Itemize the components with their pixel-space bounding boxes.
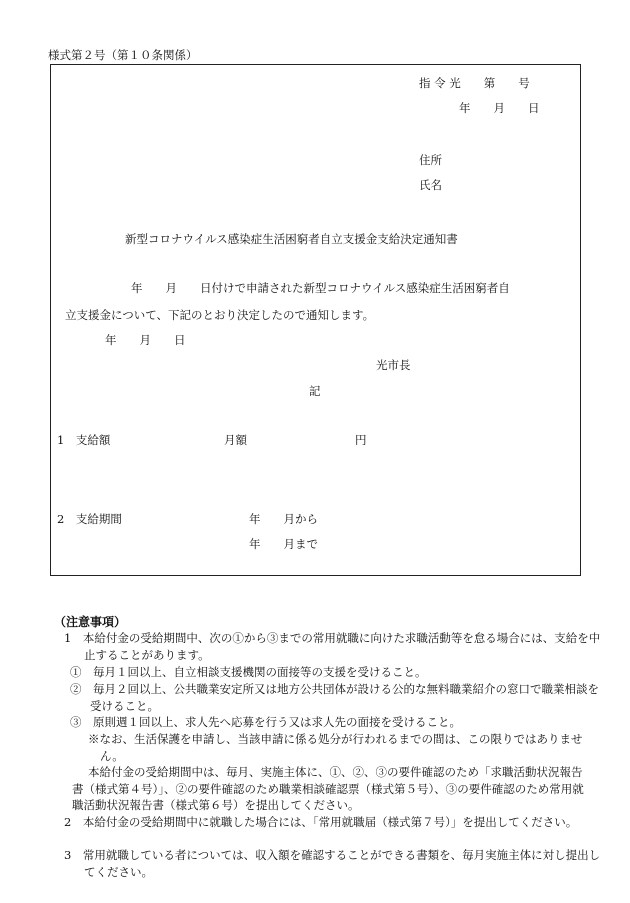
note-1b: ② 毎月２回以上、公共職業安定所又は地方公共団体が設ける公的な無料職業紹介の窓口で職業相談を受けること。	[70, 682, 599, 713]
issue-date: 年 月 日	[459, 101, 540, 115]
note-1c: ③ 原則週１回以上、求人先へ応募を行う又は求人先の面接を受けること。	[70, 715, 461, 729]
note-1: 1 本給付金の受給期間中、次の①から③までの常用就職に向けた求職活動等を怠る場合には、支給を中止することがあります。	[64, 631, 601, 662]
note-1d: ※なお、生活保護を申請し、当該申請に係る処分が行われるまでの間は、この限りではありません。	[88, 732, 583, 763]
yen-label: 円	[355, 433, 367, 447]
note-1e: 本給付金の受給期間中は、毎月、実施主体に、①、②、③の要件確認のため「求職活動状況報告書（様式第４号）」、②の要件確認のため職業相談確認票（様式第５号）、③の要件確認のため常用就職活動状況報告書（様式第６号）を提出してください。	[72, 765, 584, 812]
notes-title: （注意事項）	[54, 615, 127, 629]
body-line-2: 立支援金について、下記のとおり決定したので通知します。	[65, 308, 375, 322]
doc-number: 指 令 光 第 号	[419, 76, 530, 90]
body-date: 年 月 日	[105, 333, 186, 347]
monthly-label: 月額	[224, 433, 247, 447]
period-to: 年 月まで	[249, 537, 318, 551]
form-label: 様式第２号（第１０条関係）	[48, 48, 198, 62]
notice-frame	[50, 64, 581, 576]
address-label: 住所	[419, 153, 442, 167]
amount-label: 1 支給額	[57, 433, 111, 447]
ki-label: 記	[309, 384, 321, 398]
note-3: 3 常用就職している者については、収入額を確認することができる書類を、毎月実施主体に対し提出してください。	[64, 848, 601, 879]
body-line-1: 年 月 日付けで申請された新型コロナウイルス感染症生活困窮者自	[131, 281, 510, 295]
period-from: 年 月から	[249, 512, 318, 526]
period-label: 2 支給期間	[57, 512, 122, 526]
issuer: 光市長	[376, 358, 411, 372]
note-1a: ① 毎月１回以上、自立相談支援機関の面接等の支援を受けること。	[70, 665, 427, 679]
document-title: 新型コロナウイルス感染症生活困窮者自立支援金支給決定通知書	[125, 232, 458, 246]
name-label: 氏名	[419, 178, 442, 192]
note-2: 2 本給付金の受給期間中に就職した場合には、「常用就職届（様式第７号）」を提出してください。	[64, 815, 578, 829]
